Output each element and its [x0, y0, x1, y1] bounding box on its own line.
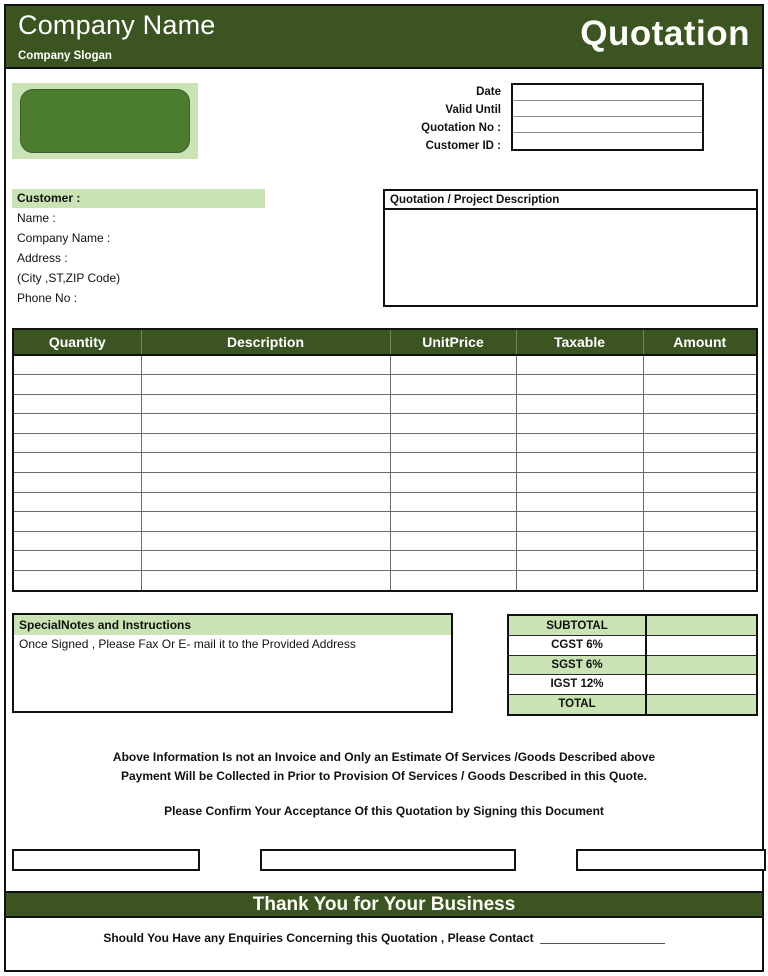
cell-quantity[interactable]	[14, 453, 141, 473]
cell-amount[interactable]	[643, 531, 756, 551]
table-row	[14, 433, 756, 453]
table-row	[14, 531, 756, 551]
customer-city-line[interactable]: (City ,ST,ZIP Code)	[17, 271, 121, 285]
cell-unitprice[interactable]	[390, 433, 516, 453]
cell-amount[interactable]	[643, 394, 756, 414]
quotation-meta-inputs	[511, 83, 704, 151]
cell-taxable[interactable]	[516, 531, 643, 551]
cell-taxable[interactable]	[516, 571, 643, 591]
quotation-no-input[interactable]	[513, 117, 702, 133]
cell-amount[interactable]	[643, 433, 756, 453]
totals-body	[509, 616, 756, 714]
customer-heading: Customer :	[12, 189, 265, 208]
document-header	[6, 6, 762, 69]
cell-description[interactable]	[141, 453, 390, 473]
totals-row	[509, 655, 756, 675]
cell-unitprice[interactable]	[390, 375, 516, 395]
cell-description[interactable]	[141, 492, 390, 512]
cell-quantity[interactable]	[14, 512, 141, 532]
table-row	[14, 512, 756, 532]
cell-quantity[interactable]	[14, 375, 141, 395]
party-band	[6, 189, 762, 324]
totals-label: SUBTOTAL	[509, 616, 646, 636]
page-title: Quotation	[580, 14, 750, 53]
date-input[interactable]	[513, 85, 702, 101]
cell-unitprice[interactable]	[390, 453, 516, 473]
cell-unitprice[interactable]	[390, 512, 516, 532]
cell-quantity[interactable]	[14, 492, 141, 512]
cell-amount[interactable]	[643, 414, 756, 434]
totals-value[interactable]	[646, 675, 756, 695]
cell-quantity[interactable]	[14, 571, 141, 591]
meta-band	[6, 69, 762, 189]
customer-address-line[interactable]: Address :	[17, 251, 68, 265]
customer-name-line[interactable]: Name :	[17, 211, 56, 225]
cell-description[interactable]	[141, 394, 390, 414]
totals-value[interactable]	[646, 616, 756, 636]
customer-id-label: Customer ID :	[425, 140, 501, 152]
cell-amount[interactable]	[643, 355, 756, 375]
totals-label: SGST 6%	[509, 655, 646, 675]
contact-line	[6, 931, 762, 945]
cell-taxable[interactable]	[516, 414, 643, 434]
totals-row	[509, 616, 756, 636]
valid-until-label: Valid Until	[445, 104, 501, 116]
cell-unitprice[interactable]	[390, 571, 516, 591]
table-row	[14, 453, 756, 473]
table-row	[14, 394, 756, 414]
disclaimer-block	[6, 748, 762, 818]
special-notes-text[interactable]: Once Signed , Please Fax Or E- mail it to the Provided Address	[19, 637, 356, 651]
cell-amount[interactable]	[643, 512, 756, 532]
special-notes-box	[12, 613, 453, 713]
column-header-description: Description	[141, 330, 390, 355]
cell-taxable[interactable]	[516, 473, 643, 493]
cell-amount[interactable]	[643, 453, 756, 473]
table-row	[14, 551, 756, 571]
totals-label: CGST 6%	[509, 636, 646, 656]
cell-taxable[interactable]	[516, 551, 643, 571]
table-header-row	[14, 330, 756, 355]
column-header-amount: Amount	[643, 330, 756, 355]
cell-unitprice[interactable]	[390, 394, 516, 414]
cell-amount[interactable]	[643, 473, 756, 493]
totals-row	[509, 636, 756, 656]
logo-placeholder[interactable]	[12, 83, 198, 159]
acceptance-instruction: Please Confirm Your Acceptance Of this Quotation by Signing this Document	[164, 804, 604, 818]
project-description-input[interactable]	[385, 210, 756, 305]
totals-label: IGST 12%	[509, 675, 646, 695]
totals-row	[509, 675, 756, 695]
totals-row	[509, 694, 756, 714]
cell-description[interactable]	[141, 375, 390, 395]
quotation-meta-labels	[386, 83, 501, 155]
customer-company-line[interactable]: Company Name :	[17, 231, 111, 245]
line-items-body	[14, 355, 756, 590]
cell-description[interactable]	[141, 551, 390, 571]
totals-table	[507, 614, 758, 716]
totals-value[interactable]	[646, 636, 756, 656]
cell-taxable[interactable]	[516, 375, 643, 395]
cell-taxable[interactable]	[516, 355, 643, 375]
cell-taxable[interactable]	[516, 453, 643, 473]
totals-value[interactable]	[646, 655, 756, 675]
cell-description[interactable]	[141, 433, 390, 453]
company-name: Company Name	[18, 10, 216, 40]
cell-unitprice[interactable]	[390, 355, 516, 375]
contact-input-rule[interactable]	[540, 943, 665, 944]
disclaimer-line-1: Above Information Is not an Invoice and Only an Estimate Of Services /Goods Described above	[112, 750, 656, 764]
valid-until-input[interactable]	[513, 101, 702, 117]
signature-row	[6, 849, 766, 873]
contact-text: Should You Have any Enquiries Concerning this Quotation , Please Contact	[103, 931, 534, 945]
cell-description[interactable]	[141, 571, 390, 591]
column-header-taxable: Taxable	[516, 330, 643, 355]
logo-image	[20, 89, 190, 153]
cell-description[interactable]	[141, 512, 390, 532]
thank-you-banner: Thank You for Your Business	[6, 891, 762, 918]
signature-box-2[interactable]	[260, 849, 516, 871]
quotation-document	[4, 4, 764, 972]
customer-block	[12, 189, 265, 308]
totals-value[interactable]	[646, 694, 756, 714]
special-notes-heading: SpecialNotes and Instructions	[14, 615, 451, 635]
cell-unitprice[interactable]	[390, 414, 516, 434]
signature-box-1[interactable]	[12, 849, 200, 871]
cell-amount[interactable]	[643, 571, 756, 591]
table-row	[14, 473, 756, 493]
cell-quantity[interactable]	[14, 414, 141, 434]
cell-quantity[interactable]	[14, 551, 141, 571]
quotation-no-label: Quotation No :	[421, 122, 501, 134]
table-row	[14, 571, 756, 591]
date-label: Date	[476, 86, 501, 98]
cell-taxable[interactable]	[516, 492, 643, 512]
project-description-box	[383, 189, 758, 307]
table-row	[14, 355, 756, 375]
cell-quantity[interactable]	[14, 531, 141, 551]
cell-quantity[interactable]	[14, 394, 141, 414]
cell-amount[interactable]	[643, 375, 756, 395]
company-slogan: Company Slogan	[18, 50, 112, 62]
table-row	[14, 414, 756, 434]
cell-description[interactable]	[141, 355, 390, 375]
column-header-unitprice: UnitPrice	[390, 330, 516, 355]
project-description-heading: Quotation / Project Description	[385, 191, 756, 210]
cell-unitprice[interactable]	[390, 473, 516, 493]
disclaimer-line-2: Payment Will be Collected in Prior to Provision Of Services / Goods Described in this Quote.	[120, 769, 647, 783]
cell-unitprice[interactable]	[390, 492, 516, 512]
cell-unitprice[interactable]	[390, 551, 516, 571]
signature-box-3[interactable]	[576, 849, 766, 871]
cell-description[interactable]	[141, 531, 390, 551]
totals-label: TOTAL	[509, 694, 646, 714]
line-items-table	[12, 328, 758, 592]
cell-description[interactable]	[141, 473, 390, 493]
cell-taxable[interactable]	[516, 433, 643, 453]
customer-phone-line[interactable]: Phone No :	[17, 291, 78, 305]
table-row	[14, 375, 756, 395]
cell-amount[interactable]	[643, 492, 756, 512]
table-row	[14, 492, 756, 512]
column-header-quantity: Quantity	[14, 330, 141, 355]
cell-unitprice[interactable]	[390, 531, 516, 551]
cell-taxable[interactable]	[516, 394, 643, 414]
cell-description[interactable]	[141, 414, 390, 434]
cell-taxable[interactable]	[516, 512, 643, 532]
cell-quantity[interactable]	[14, 355, 141, 375]
cell-amount[interactable]	[643, 551, 756, 571]
cell-quantity[interactable]	[14, 433, 141, 453]
cell-quantity[interactable]	[14, 473, 141, 493]
customer-id-input[interactable]	[513, 133, 702, 149]
